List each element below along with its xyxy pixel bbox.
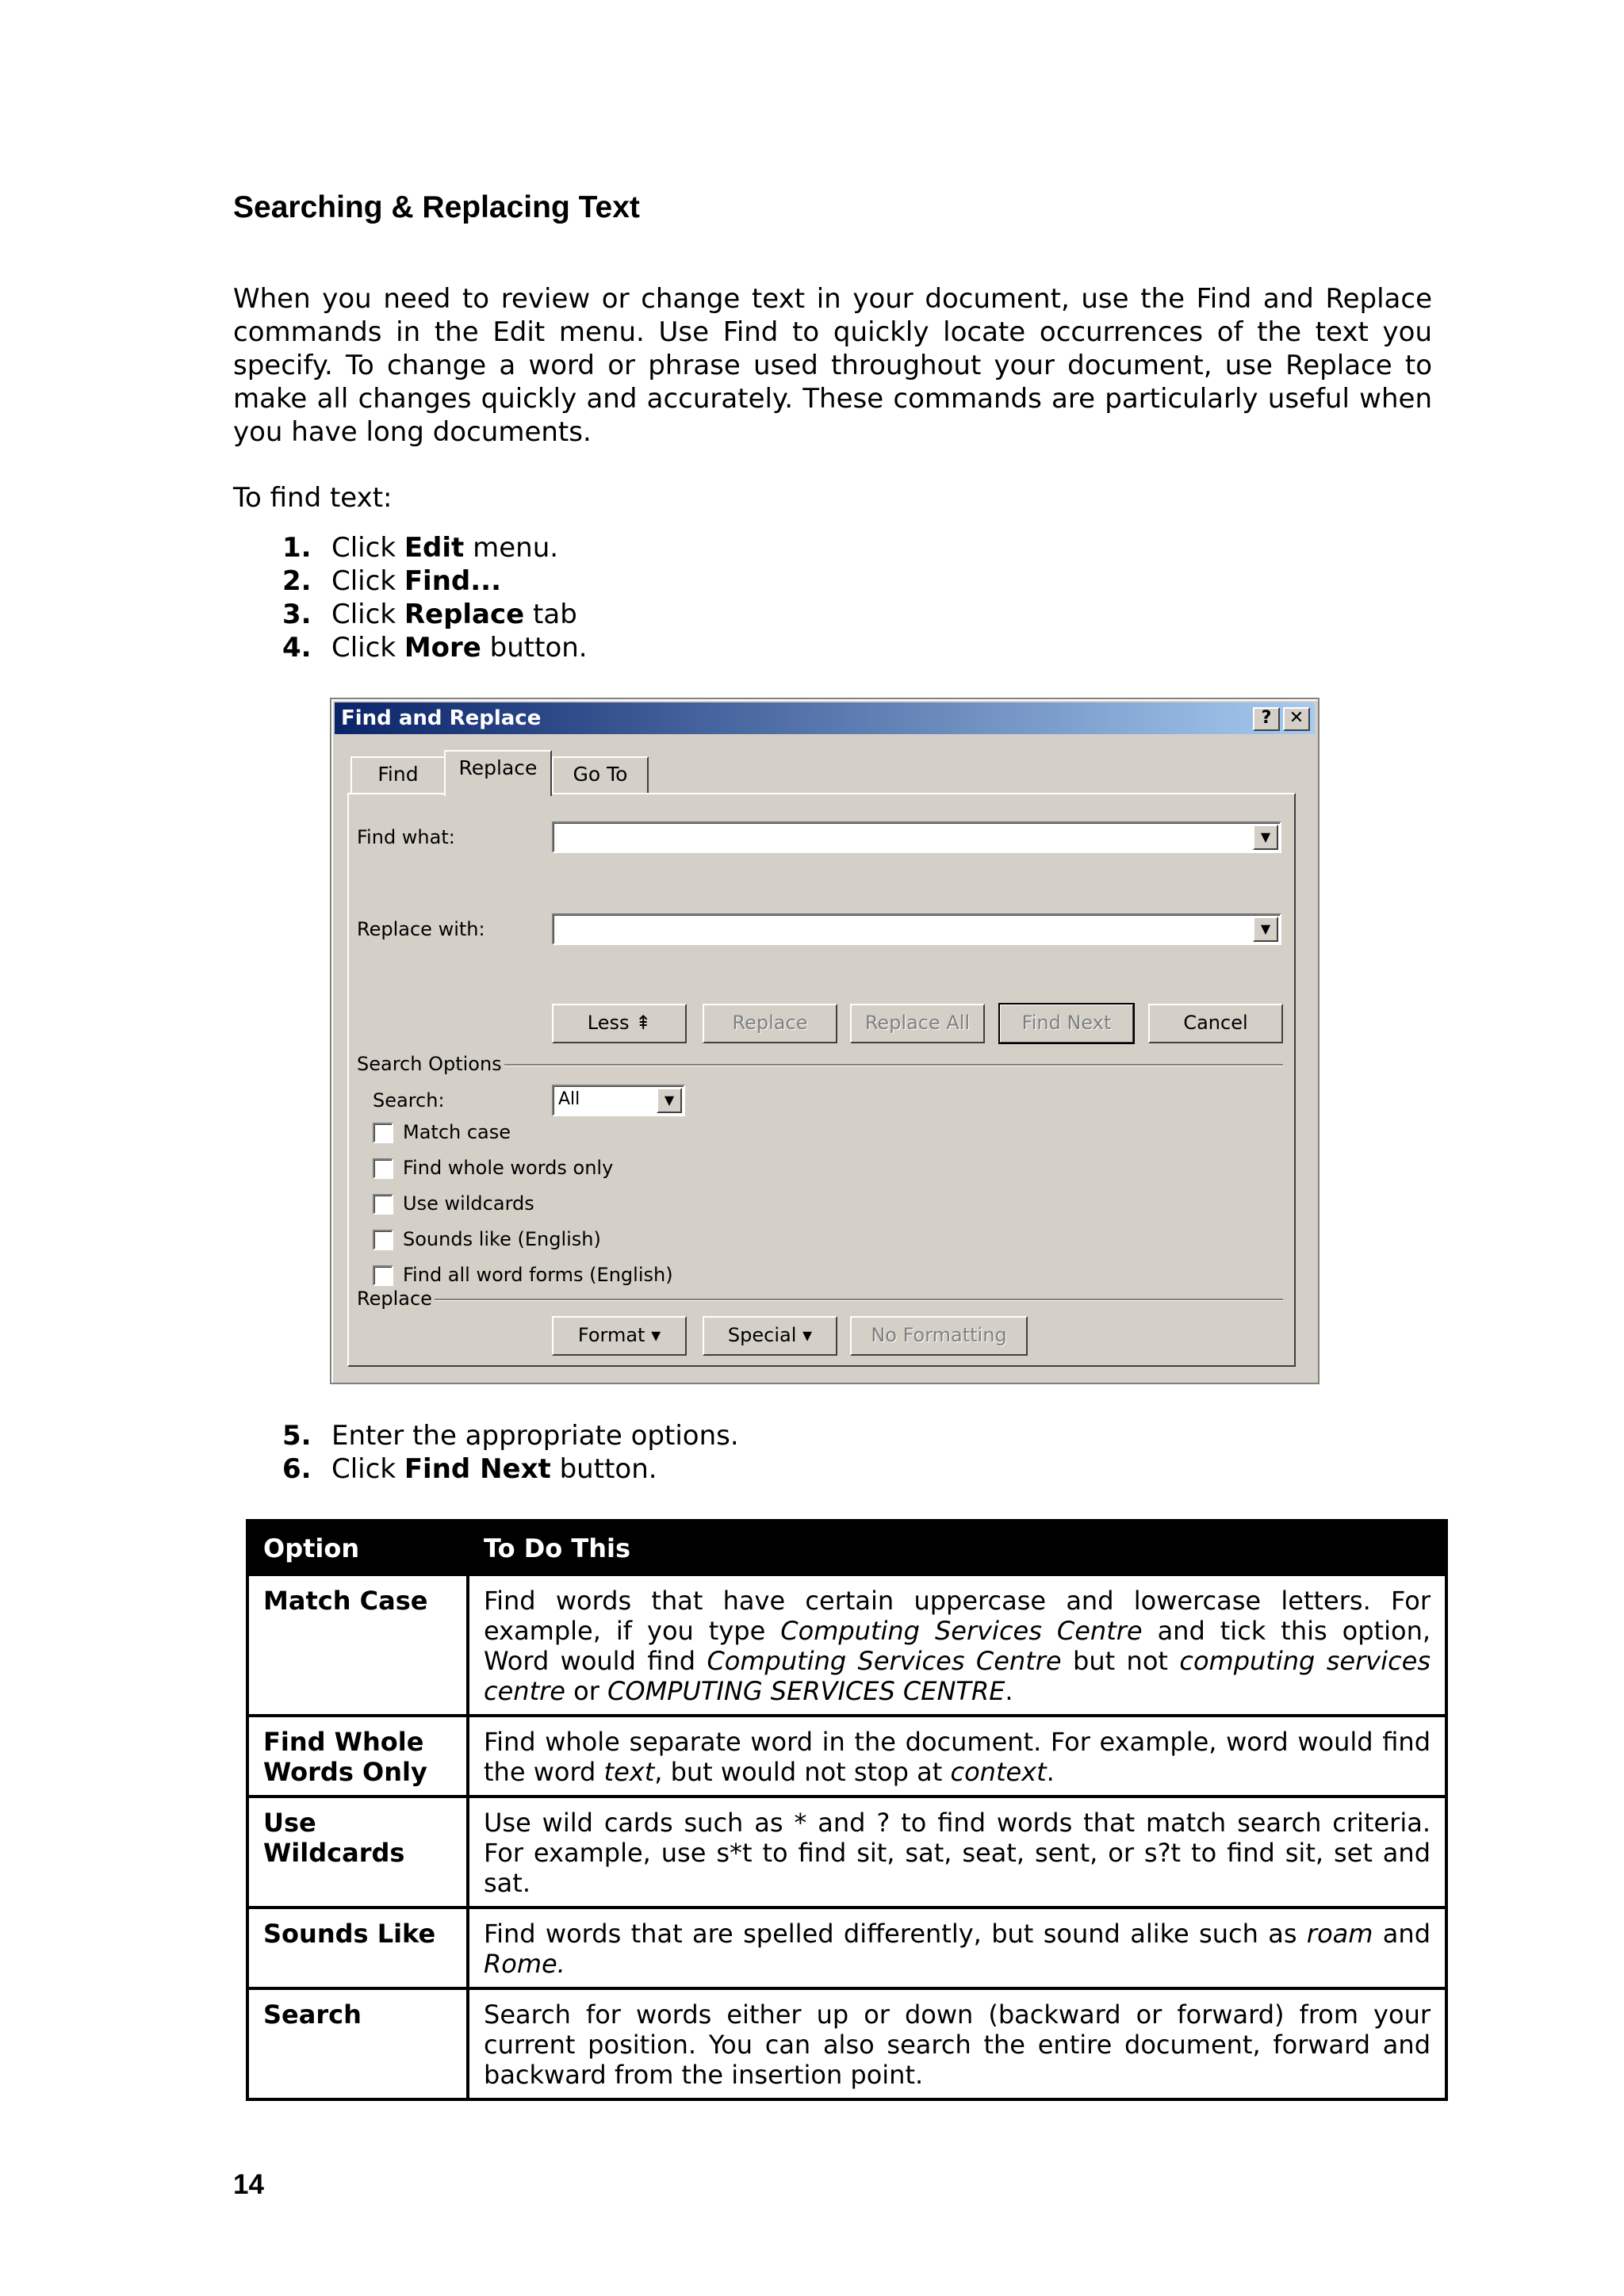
step-number: 6. xyxy=(282,1453,312,1485)
dialog-titlebar xyxy=(335,702,1315,734)
checkbox-label[interactable]: Match case xyxy=(403,1121,511,1143)
replace-group-divider xyxy=(435,1299,1283,1301)
format-button[interactable]: Format ▾ xyxy=(552,1316,687,1356)
step-text-end: button. xyxy=(481,632,588,664)
step-item xyxy=(282,564,588,598)
checkbox-label[interactable]: Find all word forms (English) xyxy=(403,1264,673,1286)
description-text: Find words that have certain uppercase and lowercase letters. For example, if you type xyxy=(484,1586,1431,1646)
replace-all-button[interactable]: Replace All xyxy=(850,1004,985,1043)
step-item xyxy=(282,631,588,664)
step-command: Find... xyxy=(404,565,501,597)
checkbox[interactable] xyxy=(373,1265,393,1286)
step-item xyxy=(282,531,588,564)
checkbox-label[interactable]: Sounds like (English) xyxy=(403,1228,601,1250)
options-table-body xyxy=(247,1575,1446,2099)
special-button[interactable]: Special ▾ xyxy=(703,1316,837,1356)
intro-paragraph: When you need to review or change text in your document, use the Find and Replace commands in the Edit menu. Use Find to quickly locate occurrences of the text you specify. To change a word or phrase used throughout your document, use Replace to make all changes quickly and accurately. These commands are particularly useful when you have long documents. xyxy=(233,283,1432,448)
steps-list-a xyxy=(282,531,588,664)
search-direction-select[interactable] xyxy=(552,1085,685,1116)
step-text: Click xyxy=(331,532,404,564)
checkbox-label[interactable]: Find whole words only xyxy=(403,1157,614,1179)
emphasis-text: text xyxy=(603,1757,655,1787)
page-number: 14 xyxy=(233,2169,264,2200)
table-row xyxy=(247,1988,1446,2099)
less-button[interactable]: Less ⇞ xyxy=(552,1004,687,1043)
emphasis-text: COMPUTING SERVICES CENTRE xyxy=(607,1676,1005,1706)
step-text-end: menu. xyxy=(464,532,559,564)
find-what-dropdown-icon[interactable]: ▼ xyxy=(1253,825,1278,850)
step-item xyxy=(282,598,588,631)
step-text-end: tab xyxy=(524,599,577,630)
step-command: More xyxy=(404,632,481,664)
description-text: Use wild cards such as * and ? to find words that match search criteria. For example, use s*t to find sit, sat, seat, sent, or s?t to find sit, set and sat. xyxy=(484,1808,1431,1898)
option-name: Search xyxy=(247,1988,468,2099)
dialog-title: Find and Replace xyxy=(341,706,542,730)
find-what-label: Find what: xyxy=(357,826,455,848)
help-button[interactable]: ? xyxy=(1253,707,1280,731)
tab-find[interactable]: Find xyxy=(350,756,446,793)
option-description xyxy=(468,1988,1446,2099)
description-text: Search for words either up or down (backward or forward) from your current position. You can also search the entire document, forward and backward from the insertion point. xyxy=(484,1999,1431,2090)
search-options-divider xyxy=(504,1064,1283,1066)
page-title: Searching & Replacing Text xyxy=(233,190,640,224)
description-text: . xyxy=(1005,1676,1013,1706)
checkbox[interactable] xyxy=(373,1230,393,1250)
emphasis-text: Rome. xyxy=(484,1949,565,1979)
description-text: Find words that are spelled differently, but sound alike such as xyxy=(484,1919,1307,1949)
column-header-description: To Do This xyxy=(468,1521,1446,1575)
search-direction-value: All xyxy=(558,1089,580,1109)
step-number: 5. xyxy=(282,1420,312,1452)
step-number: 3. xyxy=(282,599,312,630)
description-text: but not xyxy=(1061,1646,1180,1676)
option-name: Match Case xyxy=(247,1575,468,1716)
step-command: Edit xyxy=(404,532,465,564)
close-button[interactable]: ✕ xyxy=(1283,707,1310,731)
cancel-button[interactable]: Cancel xyxy=(1148,1004,1283,1043)
description-text: . xyxy=(1046,1757,1055,1787)
replace-group-label: Replace xyxy=(357,1288,432,1310)
replace-with-input[interactable] xyxy=(552,913,1281,945)
find-next-button[interactable]: Find Next xyxy=(999,1004,1134,1043)
option-description xyxy=(468,1575,1446,1716)
tab-replace[interactable]: Replace xyxy=(444,750,552,796)
description-text: , but would not stop at xyxy=(654,1757,951,1787)
table-row xyxy=(247,1716,1446,1797)
checkbox[interactable] xyxy=(373,1158,393,1179)
step-text: Click xyxy=(331,632,404,664)
description-text: or xyxy=(565,1676,608,1706)
column-header-option: Option xyxy=(247,1521,468,1575)
emphasis-text: Computing Services Centre xyxy=(780,1616,1143,1646)
step-number: 1. xyxy=(282,532,312,564)
step-text-end: button. xyxy=(550,1453,657,1485)
step-text: Click xyxy=(331,565,404,597)
table-row xyxy=(247,1575,1446,1716)
tab-goto[interactable]: Go To xyxy=(552,756,649,793)
step-item xyxy=(282,1452,739,1486)
steps-list-b xyxy=(282,1419,739,1486)
search-options-label: Search Options xyxy=(357,1053,502,1075)
find-what-input[interactable] xyxy=(552,821,1281,853)
description-text: and tick this option, Word would find xyxy=(484,1616,1431,1676)
description-text: and xyxy=(1373,1919,1431,1949)
checkbox-label[interactable]: Use wildcards xyxy=(403,1192,534,1215)
step-number: 4. xyxy=(282,632,312,664)
table-header-row xyxy=(247,1521,1446,1575)
table-row xyxy=(247,1797,1446,1908)
description-text: Find whole separate word in the document. For example, word would find the word xyxy=(484,1727,1431,1787)
emphasis-text: Computing Services Centre xyxy=(707,1646,1062,1676)
search-direction-label: Search: xyxy=(373,1089,445,1112)
step-text: Click xyxy=(331,1453,404,1485)
step-text: Enter the appropriate options. xyxy=(331,1420,739,1452)
checkbox[interactable] xyxy=(373,1123,393,1143)
step-item xyxy=(282,1419,739,1452)
find-replace-dialog xyxy=(330,698,1320,1384)
find-text-heading: To find text: xyxy=(233,482,393,514)
table-row xyxy=(247,1908,1446,1988)
replace-button[interactable]: Replace xyxy=(703,1004,837,1043)
emphasis-text: roam xyxy=(1306,1919,1373,1949)
emphasis-text: computing services centre xyxy=(484,1646,1431,1706)
step-text: Click xyxy=(331,599,404,630)
option-name: Find Whole Words Only xyxy=(247,1716,468,1797)
search-direction-dropdown-icon[interactable]: ▼ xyxy=(657,1088,682,1113)
option-description xyxy=(468,1908,1446,1988)
replace-with-dropdown-icon[interactable]: ▼ xyxy=(1253,916,1278,942)
options-table xyxy=(246,1519,1448,2101)
option-name: Use Wildcards xyxy=(247,1797,468,1908)
checkbox[interactable] xyxy=(373,1194,393,1215)
option-description xyxy=(468,1797,1446,1908)
option-name: Sounds Like xyxy=(247,1908,468,1988)
no-formatting-button[interactable]: No Formatting xyxy=(850,1316,1028,1356)
replace-with-label: Replace with: xyxy=(357,918,485,940)
emphasis-text: context xyxy=(950,1757,1047,1787)
step-command: Replace xyxy=(404,599,525,630)
option-description xyxy=(468,1716,1446,1797)
step-number: 2. xyxy=(282,565,312,597)
step-command: Find Next xyxy=(404,1453,551,1485)
